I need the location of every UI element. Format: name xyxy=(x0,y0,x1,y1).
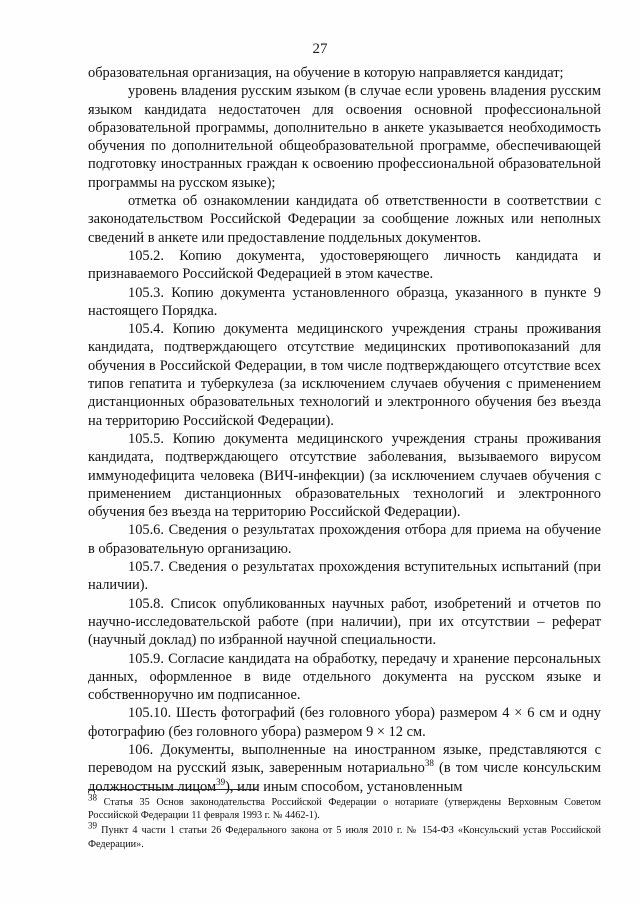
paragraph: 105.5. Копию документа медицинского учреждения страны проживания кандидата, подтверждающего отсутствие заболевания, вызываемого вирусом иммунодефицита человека (ВИЧ-инфекции) (за исключением случаев обучения с применением дистанционных образовательных технологий и электронного обучения без въезда на территорию Российской Федерации). xyxy=(88,430,601,521)
paragraph: 105.8. Список опубликованных научных работ, изобретений и отчетов по научно-исследовательской работе (при наличии), при их отсутствии – реферат (научный доклад) по избранной научной специальности. xyxy=(88,595,601,649)
page-number: 27 xyxy=(312,41,328,57)
paragraph: 105.10. Шесть фотографий (без головного убора) размером 4 × 6 см и одну фотографию (без головного убора) размером 9 × 12 см. xyxy=(88,705,601,740)
footnote xyxy=(88,821,601,850)
paragraph-text: (в том числе консульским должностным лицом xyxy=(88,760,601,795)
paragraph: отметка об ознакомлении кандидата об ответственности в соответствии с законодательством Российской Федерации за сообщение ложных или неполных сведений в анкете или предоставление поддельных документов. xyxy=(88,193,601,246)
footnotes xyxy=(88,792,601,853)
paragraph-text: ), или иным способом, установленным xyxy=(225,778,463,795)
footnote-number: 39 xyxy=(88,821,97,832)
paragraph: 105.4. Копию документа медицинского учреждения страны проживания кандидата, подтверждающего отсутствие медицинских противопоказаний для обучения в Российской Федерации, в том числе подтверждающего отсутствие всех типов гепатита и туберкулеза (за исключением случаев обучения с применением дистанционных образовательных технологий и электронного обучения без въезда на территорию Российской Федерации). xyxy=(88,321,601,429)
paragraph: уровень владения русским языком (в случае если уровень владения русским языком кандидата недостаточен для освоения основной профессиональной образовательной программы, дополнительно в анкете указывается необходимость обучения по дополнительной общеобразовательной программе, обеспечивающей подготовку иностранных граждан к освоению профессиональной образовательной программы на русском языке); xyxy=(88,83,601,191)
footnote xyxy=(88,792,601,822)
paragraph: 105.7. Сведения о результатах прохождения вступительных испытаний (при наличии). xyxy=(88,559,601,594)
footnote-separator xyxy=(88,789,258,790)
paragraph-106 xyxy=(88,741,601,796)
paragraph: 105.3. Копию документа установленного образца, указанного в пункте 9 настоящего Порядка. xyxy=(88,284,601,319)
paragraph: 105.9. Согласие кандидата на обработку, передачу и хранение персональных данных, оформленное в виде отдельного документа на русском языке и собственноручно им подписанное. xyxy=(88,650,601,704)
paragraph: 105.2. Копию документа, удостоверяющего личность кандидата и признаваемого Российской Федерацией в этом качестве. xyxy=(88,247,601,283)
paragraph: 105.6. Сведения о результатах прохождения отбора для приема на обучение в образовательную организацию. xyxy=(88,522,601,557)
footnote-text: Статья 35 Основ законодательства Российской Федерации о нотариате (утверждены Верховным Советом Российской Федерации 11 февраля 1993 г. № 4462-1). xyxy=(88,797,601,822)
footnote-number: 38 xyxy=(88,792,97,803)
footnote-ref: 39 xyxy=(216,776,226,787)
footnote-text: Пункт 4 части 1 статьи 26 Федерального закона от 5 июля 2010 г. № 154-ФЗ «Консульский устав Российской Федерации». xyxy=(88,825,601,850)
paragraph: образовательная организация, на обучение в которую направляется кандидат; xyxy=(88,65,564,81)
body-text xyxy=(88,64,601,796)
paragraph-text: 106. Документы, выполненные на иностранном языке, представляются с переводом на русский язык, заверенным нотариально xyxy=(88,741,601,777)
footnote-ref: 38 xyxy=(424,758,434,769)
